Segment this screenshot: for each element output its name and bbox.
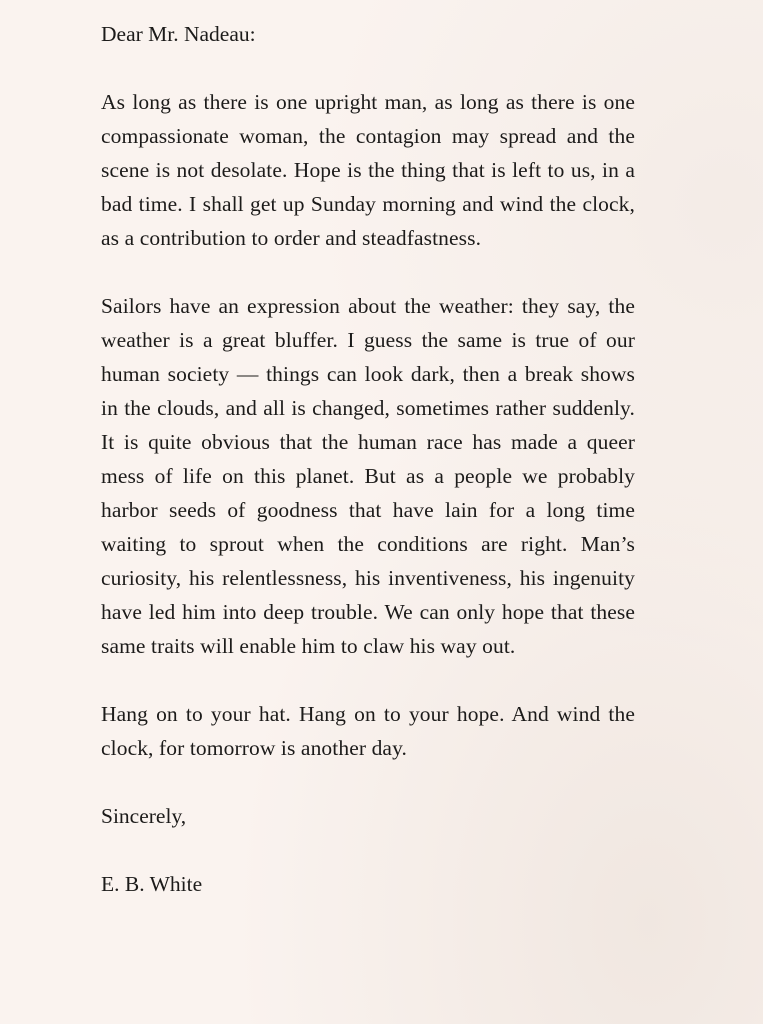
closing: Sincerely, bbox=[101, 804, 187, 828]
letter-body bbox=[101, 17, 635, 901]
paragraph-hope: As long as there is one upright man, as long as there is one compassionate woman, the contagion may spread and the scene is not desolate. Hope is the thing that is left to us, in a bad time. I shall get up Sunday morning and wind the clock, as a contribution to order and steadfastness. bbox=[101, 90, 635, 250]
signature: E. B. White bbox=[101, 872, 203, 896]
paragraph-hang-on: Hang on to your hat. Hang on to your hope. And wind the clock, for tomorrow is another day. bbox=[101, 702, 635, 760]
paragraph-sailors: Sailors have an expression about the weather: they say, the weather is a great bluffer. I guess the same is true of our human society — things can look dark, then a break shows in the clouds, and all is changed, sometimes rather suddenly. It is quite obvious that the human race has made a queer mess of life on this planet. But as a people we probably harbor seeds of goodness that have lain for a long time waiting to sprout when the conditions are right. Man’s curiosity, his relentlessness, his inventiveness, his ingenuity have led him into deep trouble. We can only hope that these same traits will enable him to claw his way out. bbox=[101, 294, 635, 658]
salutation: Dear Mr. Nadeau: bbox=[101, 22, 256, 46]
